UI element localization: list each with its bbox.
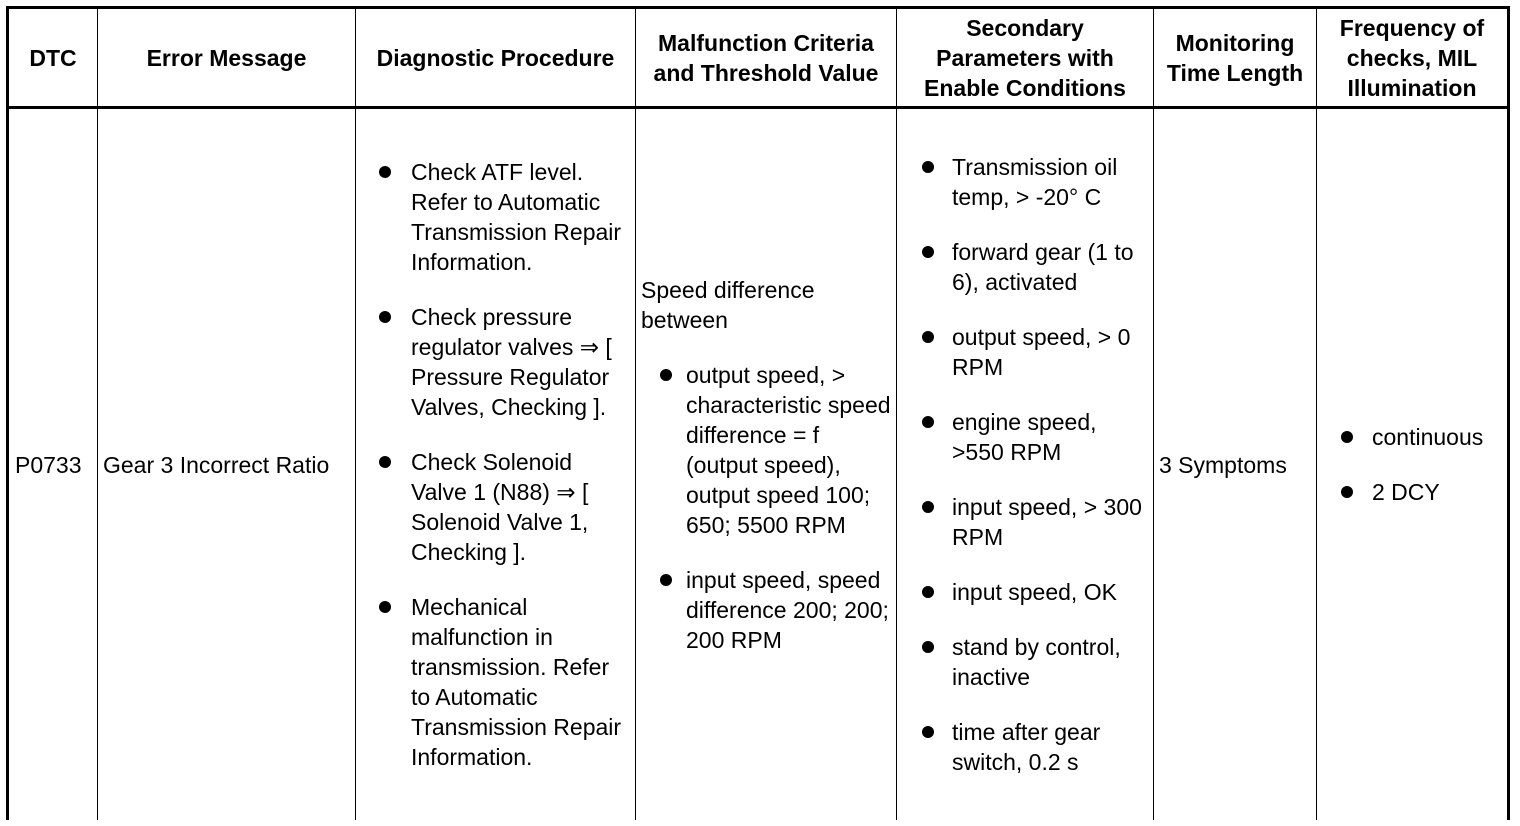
criteria-intro: Speed difference between	[641, 276, 815, 333]
list-item: Mechanical malfunction in transmission. Refer to Automatic Transmission Repair Information.	[361, 592, 630, 772]
header-diagnostic-procedure: Diagnostic Procedure	[356, 8, 636, 108]
list-item: time after gear switch, 0.2 s	[902, 717, 1148, 777]
header-error-message: Error Message	[98, 8, 356, 108]
list-item: input speed, speed difference 200; 200; 200 RPM	[641, 565, 891, 655]
list-item: input speed, > 300 RPM	[902, 492, 1148, 552]
cell-secondary-parameters	[897, 108, 1154, 821]
list-item: input speed, OK	[902, 577, 1148, 607]
bullet-icon	[922, 726, 934, 738]
list-item: forward gear (1 to 6), activated	[902, 237, 1148, 297]
list-item: output speed, > characteristic speed difference = f (output speed), output speed 100; 650; 5500 RPM	[641, 360, 891, 540]
bullet-icon	[660, 574, 672, 586]
bullet-icon	[379, 456, 391, 468]
secondary-list	[902, 152, 1148, 777]
list-item: Check ATF level. Refer to Automatic Transmission Repair Information.	[361, 157, 630, 277]
cell-diagnostic-procedure	[356, 108, 636, 821]
list-item: continuous	[1322, 422, 1502, 452]
header-frequency: Frequency of checks, MIL Illumination	[1317, 8, 1509, 108]
header-row	[8, 8, 1509, 108]
list-item: Transmission oil temp, > -20° C	[902, 152, 1148, 212]
frequency-list	[1322, 422, 1502, 507]
bullet-icon	[660, 369, 672, 381]
list-item: 2 DCY	[1322, 477, 1502, 507]
header-dtc: DTC	[8, 8, 98, 108]
cell-error-message: Gear 3 Incorrect Ratio	[98, 108, 356, 821]
table-row	[8, 108, 1509, 821]
bullet-icon	[379, 311, 391, 323]
bullet-icon	[379, 166, 391, 178]
bullet-icon	[1341, 431, 1353, 443]
bullet-icon	[922, 641, 934, 653]
criteria-list	[641, 360, 891, 655]
bullet-icon	[922, 416, 934, 428]
procedure-list	[361, 157, 630, 772]
bullet-icon	[922, 161, 934, 173]
header-secondary-parameters: Secondary Parameters with Enable Conditions	[897, 8, 1154, 108]
list-item: Check Solenoid Valve 1 (N88) ⇒ [ Solenoid Valve 1, Checking ].	[361, 447, 630, 567]
header-malfunction-criteria: Malfunction Criteria and Threshold Value	[636, 8, 897, 108]
bullet-icon	[922, 331, 934, 343]
list-item: engine speed, >550 RPM	[902, 407, 1148, 467]
header-monitoring-time: Monitoring Time Length	[1154, 8, 1317, 108]
cell-frequency	[1317, 108, 1509, 821]
list-item: output speed, > 0 RPM	[902, 322, 1148, 382]
bullet-icon	[922, 501, 934, 513]
cell-dtc: P0733	[8, 108, 98, 821]
bullet-icon	[922, 586, 934, 598]
list-item: stand by control, inactive	[902, 632, 1148, 692]
list-item: Check pressure regulator valves ⇒ [ Pressure Regulator Valves, Checking ].	[361, 302, 630, 422]
dtc-table	[6, 6, 1510, 820]
bullet-icon	[922, 246, 934, 258]
bullet-icon	[1341, 486, 1353, 498]
bullet-icon	[379, 601, 391, 613]
cell-monitoring-time: 3 Symptoms	[1154, 108, 1317, 821]
cell-malfunction-criteria	[636, 108, 897, 821]
